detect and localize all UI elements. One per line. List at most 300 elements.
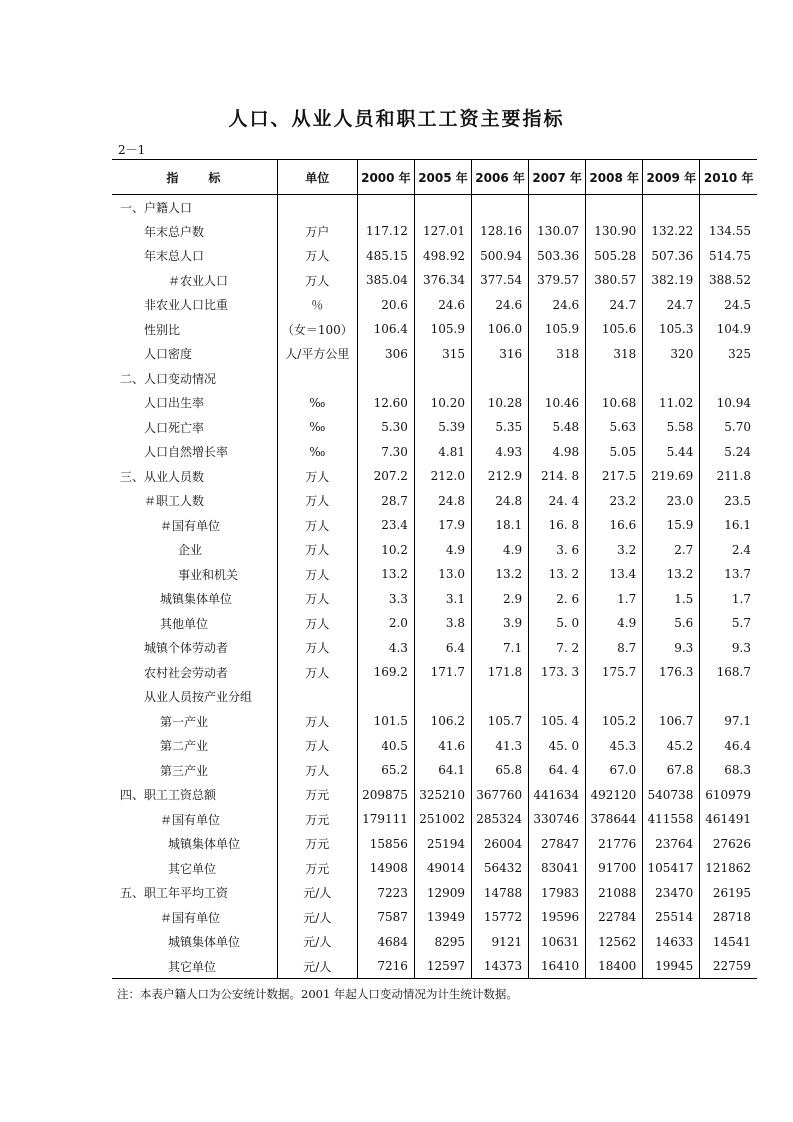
value-cell: 492120 — [586, 783, 643, 808]
value-cell: 4.9 — [472, 538, 529, 563]
table-header-row — [112, 160, 757, 195]
row-unit: 元/人 — [277, 930, 357, 955]
value-cell: 330746 — [529, 807, 586, 832]
row-unit: 万人 — [277, 636, 357, 661]
value-cell: 128.16 — [472, 219, 529, 244]
row-label: 事业和机关 — [178, 567, 239, 582]
value-cell: 24. 4 — [529, 489, 586, 514]
table-body — [112, 195, 757, 979]
row-label: ＃职工人数 — [144, 494, 205, 509]
value-cell: 101.5 — [357, 709, 414, 734]
header-year-2005: 2005 年 — [414, 160, 471, 195]
value-cell: 45.2 — [643, 734, 700, 759]
value-cell: 325 — [700, 342, 757, 367]
value-cell: 316 — [472, 342, 529, 367]
value-cell: 4684 — [357, 930, 414, 955]
value-cell: 7. 2 — [529, 636, 586, 661]
value-cell: 15772 — [472, 905, 529, 930]
row-label: 其它单位 — [168, 861, 217, 876]
row-label: 三、从业人员数 — [120, 469, 205, 484]
table-row — [112, 415, 757, 440]
value-cell: 105.7 — [472, 709, 529, 734]
value-cell: 5. 0 — [529, 611, 586, 636]
value-cell: 500.94 — [472, 244, 529, 269]
value-cell: 17.9 — [414, 513, 471, 538]
row-label: 人口出生率 — [144, 396, 205, 411]
value-cell: 211.8 — [700, 464, 757, 489]
value-cell: 23470 — [643, 881, 700, 906]
value-cell: 379.57 — [529, 268, 586, 293]
value-cell: 105.6 — [586, 317, 643, 342]
value-cell: 3.8 — [414, 611, 471, 636]
value-cell: 46.4 — [700, 734, 757, 759]
value-cell: 10.94 — [700, 391, 757, 416]
row-unit: 万人 — [277, 758, 357, 783]
table-row — [112, 317, 757, 342]
table-row — [112, 856, 757, 881]
value-cell: 4.81 — [414, 440, 471, 465]
value-cell: 285324 — [472, 807, 529, 832]
value-cell: 4.3 — [357, 636, 414, 661]
value-cell — [357, 685, 414, 710]
value-cell: 325210 — [414, 783, 471, 808]
value-cell: 13.0 — [414, 562, 471, 587]
value-cell: 4.98 — [529, 440, 586, 465]
value-cell: 6.4 — [414, 636, 471, 661]
value-cell: 23.2 — [586, 489, 643, 514]
value-cell: 382.19 — [643, 268, 700, 293]
value-cell: 24.6 — [472, 293, 529, 318]
value-cell: 24.7 — [643, 293, 700, 318]
row-unit: 元/人 — [277, 881, 357, 906]
value-cell — [643, 195, 700, 220]
row-label: 企业 — [178, 543, 203, 558]
value-cell: 67.8 — [643, 758, 700, 783]
header-unit: 单位 — [277, 160, 357, 195]
value-cell: 5.6 — [643, 611, 700, 636]
row-unit: 万人 — [277, 562, 357, 587]
value-cell — [586, 195, 643, 220]
value-cell: 10.20 — [414, 391, 471, 416]
value-cell: 3.2 — [586, 538, 643, 563]
value-cell: 377.54 — [472, 268, 529, 293]
value-cell: 83041 — [529, 856, 586, 881]
value-cell — [529, 366, 586, 391]
value-cell: 2.0 — [357, 611, 414, 636]
value-cell: 14908 — [357, 856, 414, 881]
value-cell: 105.2 — [586, 709, 643, 734]
value-cell: 3.1 — [414, 587, 471, 612]
value-cell: 13949 — [414, 905, 471, 930]
value-cell: 23.5 — [700, 489, 757, 514]
value-cell: 117.12 — [357, 219, 414, 244]
value-cell: 2.7 — [643, 538, 700, 563]
row-label: 农村社会劳动者 — [144, 665, 229, 680]
value-cell: 105.9 — [414, 317, 471, 342]
value-cell: 127.01 — [414, 219, 471, 244]
value-cell: 45.3 — [586, 734, 643, 759]
value-cell: 22759 — [700, 954, 757, 979]
row-label: 第一产业 — [160, 714, 209, 729]
value-cell: 2. 6 — [529, 587, 586, 612]
table-row — [112, 734, 757, 759]
table-row — [112, 783, 757, 808]
value-cell: 209875 — [357, 783, 414, 808]
value-cell: 10.2 — [357, 538, 414, 563]
value-cell: 25194 — [414, 832, 471, 857]
value-cell: 251002 — [414, 807, 471, 832]
value-cell: 68.3 — [700, 758, 757, 783]
value-cell: 207.2 — [357, 464, 414, 489]
value-cell: 168.7 — [700, 660, 757, 685]
value-cell: 16. 8 — [529, 513, 586, 538]
value-cell: 18.1 — [472, 513, 529, 538]
table-row — [112, 611, 757, 636]
value-cell: 5.48 — [529, 415, 586, 440]
value-cell: 1.5 — [643, 587, 700, 612]
value-cell: 21088 — [586, 881, 643, 906]
value-cell: 28.7 — [357, 489, 414, 514]
value-cell: 105. 4 — [529, 709, 586, 734]
value-cell: 105.9 — [529, 317, 586, 342]
value-cell: 24.8 — [472, 489, 529, 514]
value-cell: 610979 — [700, 783, 757, 808]
row-label: 四、职工工资总额 — [120, 788, 217, 803]
value-cell: 9121 — [472, 930, 529, 955]
value-cell: 14633 — [643, 930, 700, 955]
value-cell: 105.3 — [643, 317, 700, 342]
value-cell: 91700 — [586, 856, 643, 881]
value-cell: 13.2 — [472, 562, 529, 587]
row-unit: 万元 — [277, 856, 357, 881]
value-cell — [357, 195, 414, 220]
row-label: 第二产业 — [160, 739, 209, 754]
value-cell: 106.2 — [414, 709, 471, 734]
value-cell: 12909 — [414, 881, 471, 906]
row-unit: 万人 — [277, 538, 357, 563]
table-row — [112, 636, 757, 661]
row-unit: 万人 — [277, 489, 357, 514]
value-cell: 65.8 — [472, 758, 529, 783]
row-label: 人口自然增长率 — [144, 445, 229, 460]
value-cell: 45. 0 — [529, 734, 586, 759]
row-unit: 万人 — [277, 268, 357, 293]
value-cell: 315 — [414, 342, 471, 367]
value-cell: 130.07 — [529, 219, 586, 244]
row-unit: 万元 — [277, 807, 357, 832]
value-cell: 5.7 — [700, 611, 757, 636]
value-cell: 9.3 — [643, 636, 700, 661]
value-cell: 26004 — [472, 832, 529, 857]
value-cell: 318 — [529, 342, 586, 367]
table-row — [112, 905, 757, 930]
value-cell: 106.0 — [472, 317, 529, 342]
table-row — [112, 954, 757, 979]
value-cell: 7223 — [357, 881, 414, 906]
value-cell — [700, 195, 757, 220]
value-cell: 3. 6 — [529, 538, 586, 563]
value-cell: 4.93 — [472, 440, 529, 465]
row-label: 非农业人口比重 — [144, 298, 229, 313]
value-cell: 175.7 — [586, 660, 643, 685]
value-cell — [643, 685, 700, 710]
value-cell: 40.5 — [357, 734, 414, 759]
value-cell: 24.6 — [414, 293, 471, 318]
row-unit: ‰ — [277, 415, 357, 440]
row-label: 年末总户数 — [144, 224, 205, 239]
row-unit: 元/人 — [277, 905, 357, 930]
row-unit — [277, 366, 357, 391]
table-row — [112, 709, 757, 734]
row-unit: ％ — [277, 293, 357, 318]
row-unit: 万元 — [277, 832, 357, 857]
value-cell: 169.2 — [357, 660, 414, 685]
table-row — [112, 930, 757, 955]
value-cell: 64. 4 — [529, 758, 586, 783]
value-cell: 15.9 — [643, 513, 700, 538]
table-row — [112, 293, 757, 318]
row-label: ＃国有单位 — [160, 518, 221, 533]
value-cell: 173. 3 — [529, 660, 586, 685]
value-cell: 411558 — [643, 807, 700, 832]
value-cell: 17983 — [529, 881, 586, 906]
value-cell: 306 — [357, 342, 414, 367]
row-unit: 万人 — [277, 660, 357, 685]
value-cell: 97.1 — [700, 709, 757, 734]
value-cell: 1.7 — [700, 587, 757, 612]
value-cell: 12.60 — [357, 391, 414, 416]
value-cell — [700, 366, 757, 391]
value-cell — [414, 366, 471, 391]
value-cell: 5.44 — [643, 440, 700, 465]
value-cell: 10.68 — [586, 391, 643, 416]
value-cell: 11.02 — [643, 391, 700, 416]
value-cell: 105417 — [643, 856, 700, 881]
value-cell: 49014 — [414, 856, 471, 881]
value-cell: 3.3 — [357, 587, 414, 612]
table-row — [112, 464, 757, 489]
table-row — [112, 562, 757, 587]
value-cell: 5.35 — [472, 415, 529, 440]
table-row — [112, 366, 757, 391]
value-cell: 461491 — [700, 807, 757, 832]
value-cell: 5.70 — [700, 415, 757, 440]
value-cell: 503.36 — [529, 244, 586, 269]
header-year-2008: 2008 年 — [586, 160, 643, 195]
value-cell: 41.3 — [472, 734, 529, 759]
value-cell: 485.15 — [357, 244, 414, 269]
row-label: 第三产业 — [160, 763, 209, 778]
value-cell: 212.0 — [414, 464, 471, 489]
value-cell — [472, 195, 529, 220]
table-row — [112, 758, 757, 783]
value-cell: 19945 — [643, 954, 700, 979]
row-unit: （女＝100） — [277, 317, 357, 342]
value-cell: 134.55 — [700, 219, 757, 244]
value-cell — [643, 366, 700, 391]
value-cell: 13.4 — [586, 562, 643, 587]
header-indicator: 指 标 — [112, 160, 277, 195]
value-cell: 56432 — [472, 856, 529, 881]
value-cell — [357, 366, 414, 391]
value-cell: 22784 — [586, 905, 643, 930]
value-cell: 171.7 — [414, 660, 471, 685]
value-cell: 16410 — [529, 954, 586, 979]
value-cell: 320 — [643, 342, 700, 367]
table-row — [112, 489, 757, 514]
value-cell: 5.39 — [414, 415, 471, 440]
value-cell — [700, 685, 757, 710]
value-cell — [414, 195, 471, 220]
value-cell: 7216 — [357, 954, 414, 979]
value-cell: 179111 — [357, 807, 414, 832]
row-unit: 万户 — [277, 219, 357, 244]
table-row — [112, 538, 757, 563]
value-cell: 8295 — [414, 930, 471, 955]
value-cell: 367760 — [472, 783, 529, 808]
row-label: 城镇集体单位 — [160, 592, 233, 607]
header-year-2010: 2010 年 — [700, 160, 757, 195]
value-cell: 13. 2 — [529, 562, 586, 587]
value-cell: 13.2 — [643, 562, 700, 587]
value-cell: 24.5 — [700, 293, 757, 318]
value-cell: 5.58 — [643, 415, 700, 440]
value-cell: 1.7 — [586, 587, 643, 612]
row-unit — [277, 685, 357, 710]
table-row — [112, 440, 757, 465]
value-cell: 106.7 — [643, 709, 700, 734]
table-row — [112, 195, 757, 220]
row-unit: 万人 — [277, 244, 357, 269]
table-row — [112, 587, 757, 612]
value-cell — [586, 685, 643, 710]
row-label: 人口死亡率 — [144, 420, 205, 435]
row-unit: 万人 — [277, 734, 357, 759]
value-cell — [414, 685, 471, 710]
table-row — [112, 342, 757, 367]
table-row — [112, 660, 757, 685]
value-cell: 5.05 — [586, 440, 643, 465]
value-cell: 132.22 — [643, 219, 700, 244]
row-unit: 万人 — [277, 587, 357, 612]
value-cell: 10631 — [529, 930, 586, 955]
value-cell: 3.9 — [472, 611, 529, 636]
value-cell: 4.9 — [414, 538, 471, 563]
value-cell: 67.0 — [586, 758, 643, 783]
value-cell: 8.7 — [586, 636, 643, 661]
value-cell: 121862 — [700, 856, 757, 881]
value-cell — [586, 366, 643, 391]
value-cell: 5.30 — [357, 415, 414, 440]
value-cell: 4.9 — [586, 611, 643, 636]
value-cell: 21776 — [586, 832, 643, 857]
row-label: 二、人口变动情况 — [120, 371, 217, 386]
value-cell: 385.04 — [357, 268, 414, 293]
value-cell: 507.36 — [643, 244, 700, 269]
row-label: ＃国有单位 — [160, 910, 221, 925]
row-unit: 万元 — [277, 783, 357, 808]
value-cell: 217.5 — [586, 464, 643, 489]
value-cell: 27626 — [700, 832, 757, 857]
row-unit: 万人 — [277, 513, 357, 538]
row-label: ＃国有单位 — [160, 812, 221, 827]
value-cell: 16.1 — [700, 513, 757, 538]
value-cell: 214. 8 — [529, 464, 586, 489]
value-cell: 318 — [586, 342, 643, 367]
row-label: 性别比 — [144, 322, 181, 337]
header-year-2007: 2007 年 — [529, 160, 586, 195]
row-label: 城镇个体劳动者 — [144, 641, 229, 656]
footnote: 注：本表户籍人口为公安统计数据。2001 年起人口变动情况为计生统计数据。 — [117, 987, 518, 1001]
value-cell: 388.52 — [700, 268, 757, 293]
value-cell: 376.34 — [414, 268, 471, 293]
row-label: 城镇集体单位 — [168, 837, 241, 852]
row-unit: 元/人 — [277, 954, 357, 979]
value-cell: 12597 — [414, 954, 471, 979]
value-cell: 12562 — [586, 930, 643, 955]
value-cell: 26195 — [700, 881, 757, 906]
header-year-2000: 2000 年 — [357, 160, 414, 195]
value-cell: 5.24 — [700, 440, 757, 465]
value-cell — [472, 685, 529, 710]
value-cell: 27847 — [529, 832, 586, 857]
value-cell: 212.9 — [472, 464, 529, 489]
value-cell: 18400 — [586, 954, 643, 979]
value-cell: 13.7 — [700, 562, 757, 587]
row-label: 从业人员按产业分组 — [144, 690, 253, 705]
value-cell: 219.69 — [643, 464, 700, 489]
value-cell: 24.8 — [414, 489, 471, 514]
value-cell: 28718 — [700, 905, 757, 930]
table-row — [112, 513, 757, 538]
value-cell: 16.6 — [586, 513, 643, 538]
value-cell: 106.4 — [357, 317, 414, 342]
value-cell: 171.8 — [472, 660, 529, 685]
row-unit: 万人 — [277, 611, 357, 636]
value-cell: 176.3 — [643, 660, 700, 685]
value-cell: 9.3 — [700, 636, 757, 661]
value-cell: 14373 — [472, 954, 529, 979]
value-cell: 14788 — [472, 881, 529, 906]
value-cell: 14541 — [700, 930, 757, 955]
value-cell: 23.4 — [357, 513, 414, 538]
value-cell: 19596 — [529, 905, 586, 930]
value-cell: 130.90 — [586, 219, 643, 244]
value-cell: 514.75 — [700, 244, 757, 269]
value-cell: 380.57 — [586, 268, 643, 293]
row-label: 年末总人口 — [144, 249, 205, 264]
table-row — [112, 391, 757, 416]
row-unit: ‰ — [277, 391, 357, 416]
value-cell: 2.4 — [700, 538, 757, 563]
row-unit: 人/平方公里 — [277, 342, 357, 367]
value-cell — [472, 366, 529, 391]
value-cell — [529, 685, 586, 710]
header-year-2006: 2006 年 — [472, 160, 529, 195]
value-cell: 7.30 — [357, 440, 414, 465]
table-row — [112, 268, 757, 293]
value-cell — [529, 195, 586, 220]
value-cell: 441634 — [529, 783, 586, 808]
value-cell: 10.28 — [472, 391, 529, 416]
value-cell: 23.0 — [643, 489, 700, 514]
table-row — [112, 219, 757, 244]
table-row — [112, 244, 757, 269]
row-label: 其他单位 — [160, 616, 209, 631]
value-cell: 24.7 — [586, 293, 643, 318]
value-cell: 20.6 — [357, 293, 414, 318]
value-cell: 41.6 — [414, 734, 471, 759]
